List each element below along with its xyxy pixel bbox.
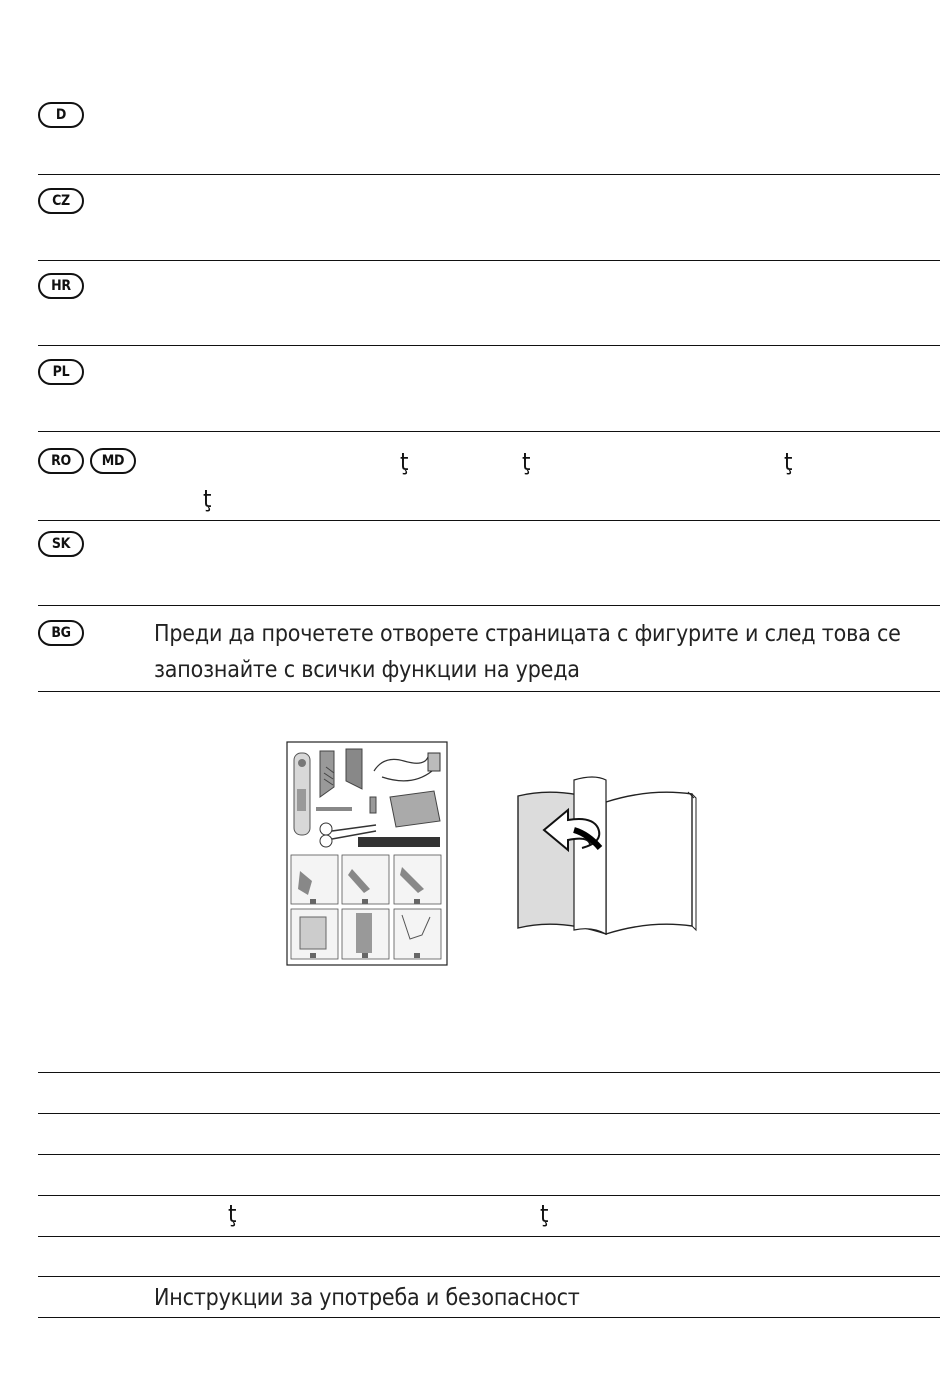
ro-glyph: ţ <box>400 448 409 476</box>
lang-badge-hr: HR <box>38 273 84 299</box>
ro-glyph: ţ <box>522 448 531 476</box>
divider <box>38 1113 940 1114</box>
divider <box>38 1154 940 1155</box>
divider <box>38 174 940 175</box>
divider <box>38 605 940 606</box>
lang-badge-pl: PL <box>38 359 84 385</box>
figure-page-thumbnail <box>286 741 448 966</box>
ro-glyph: ţ <box>228 1200 237 1228</box>
divider <box>38 1317 940 1318</box>
ro-glyph: ţ <box>203 485 212 513</box>
divider <box>38 1276 940 1277</box>
divider <box>38 431 940 432</box>
divider <box>38 1072 940 1073</box>
lang-badge-md: MD <box>90 448 136 474</box>
divider <box>38 1236 940 1237</box>
ro-glyph: ţ <box>540 1200 549 1228</box>
bg-manual-title: Инструкции за употреба и безопасност <box>154 1285 580 1311</box>
divider <box>38 260 940 261</box>
divider <box>38 345 940 346</box>
lang-badge-ro: RO <box>38 448 84 474</box>
lang-badge-sk: SK <box>38 531 84 557</box>
lang-badge-d: D <box>38 102 84 128</box>
ro-glyph: ţ <box>784 448 793 476</box>
divider <box>38 520 940 521</box>
divider <box>38 691 940 692</box>
lang-badge-bg: BG <box>38 620 84 646</box>
bg-intro-line-1: Преди да прочетете отворете страницата с фигурите и след това се <box>154 621 901 647</box>
bg-intro-line-2: запознайте с всички функции на уреда <box>154 657 580 683</box>
divider <box>38 1195 940 1196</box>
lang-badge-cz: CZ <box>38 188 84 214</box>
figure-open-booklet-icon <box>512 770 698 936</box>
